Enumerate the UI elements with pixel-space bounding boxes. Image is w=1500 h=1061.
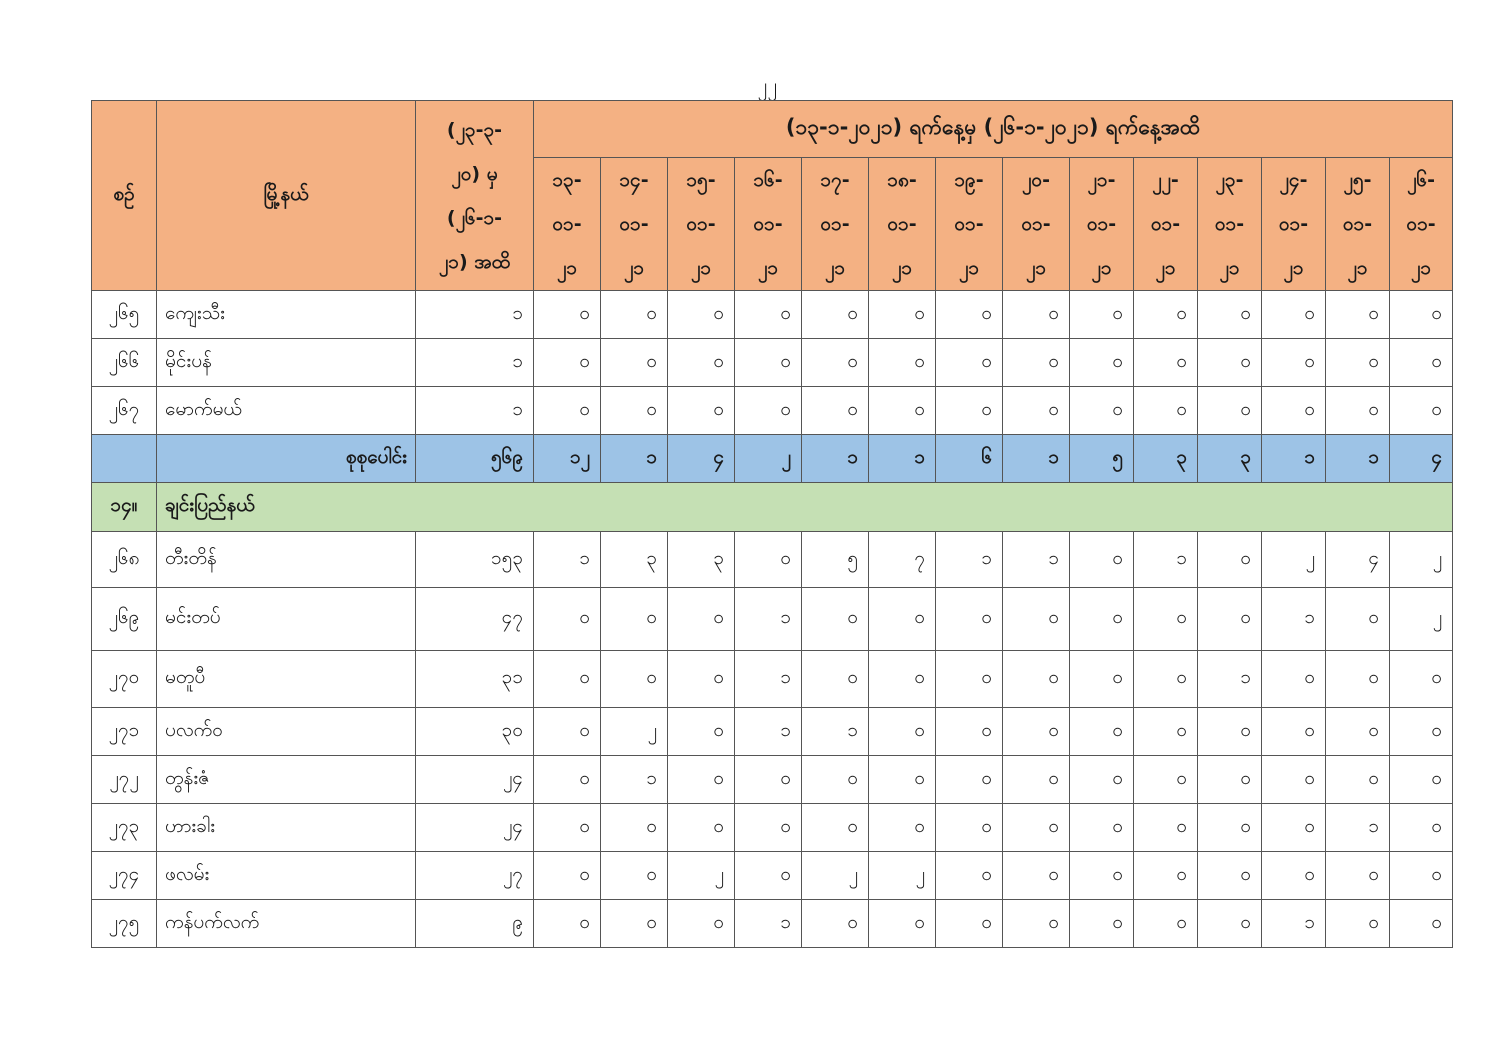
header-date: ၁၅- ၀၁- ၂၁	[668, 158, 735, 291]
daily-value: ၁	[735, 651, 802, 708]
daily-value: ၀	[1134, 900, 1198, 948]
header-date: ၂၃- ၀၁- ၂၁	[1198, 158, 1262, 291]
summary-row	[92, 435, 1453, 483]
township-name: ကန်ပက်လက်	[157, 900, 416, 948]
header-date: ၂၀- ၀၁- ၂၁	[1003, 158, 1070, 291]
summary-label: စုစုပေါင်း	[157, 435, 416, 483]
daily-value: ၀	[735, 291, 802, 339]
daily-value: ၀	[1070, 804, 1134, 852]
daily-value: ၀	[735, 339, 802, 387]
daily-value: ၀	[1326, 588, 1390, 651]
daily-value: ၀	[1198, 900, 1262, 948]
daily-value: ၀	[534, 804, 601, 852]
township-name: မတူပီ	[157, 651, 416, 708]
township-name: တွန်းဇံ	[157, 756, 416, 804]
row-number: ၂၇၂	[92, 756, 157, 804]
summary-value: ၅	[1070, 435, 1134, 483]
daily-value: ၀	[1326, 291, 1390, 339]
daily-value: ၀	[1070, 708, 1134, 756]
township-name: ပလက်ဝ	[157, 708, 416, 756]
header-date: ၁၃- ၀၁- ၂၁	[534, 158, 601, 291]
daily-value: ၀	[1003, 339, 1070, 387]
table-row	[92, 339, 1453, 387]
township-name: မင်းတပ်	[157, 588, 416, 651]
daily-value: ၀	[601, 804, 668, 852]
summary-value: ၃	[1198, 435, 1262, 483]
row-number: ၂၇၄	[92, 852, 157, 900]
daily-value: ၀	[802, 291, 869, 339]
summary-value: ၂	[735, 435, 802, 483]
daily-value: ၀	[1003, 708, 1070, 756]
table-row	[92, 804, 1453, 852]
daily-value: ၀	[1003, 900, 1070, 948]
daily-value: ၀	[1198, 291, 1262, 339]
township-name: ဖလမ်း	[157, 852, 416, 900]
row-number: ၂၆၉	[92, 588, 157, 651]
summary-value: ၄	[668, 435, 735, 483]
daily-value: ၀	[1326, 339, 1390, 387]
daily-value: ၀	[534, 588, 601, 651]
header-date-range-group: (၁၃-၁-၂၀၂၁) ရက်နေ့မှ (၂၆-၁-၂၀၂၁) ရက်နေ့အထိ	[534, 101, 1453, 158]
daily-value: ၀	[601, 588, 668, 651]
row-number: ၂၆၇	[92, 387, 157, 435]
daily-value: ၀	[802, 387, 869, 435]
daily-value: ၀	[1003, 588, 1070, 651]
daily-value: ၀	[1390, 852, 1453, 900]
daily-value: ၃	[601, 532, 668, 588]
daily-value: ၀	[936, 852, 1003, 900]
daily-value: ၀	[1262, 387, 1326, 435]
daily-value: ၀	[1390, 291, 1453, 339]
daily-value: ၁	[1134, 532, 1198, 588]
daily-value: ၀	[1262, 291, 1326, 339]
daily-value: ၀	[1070, 852, 1134, 900]
daily-value: ၀	[1262, 756, 1326, 804]
daily-value: ၀	[1326, 387, 1390, 435]
daily-value: ၀	[1070, 588, 1134, 651]
daily-value: ၀	[601, 339, 668, 387]
daily-value: ၀	[1134, 651, 1198, 708]
daily-value: ၀	[1390, 651, 1453, 708]
daily-value: ၀	[1003, 387, 1070, 435]
daily-value: ၀	[1003, 651, 1070, 708]
daily-value: ၀	[1198, 532, 1262, 588]
daily-value: ၀	[1134, 708, 1198, 756]
daily-value: ၀	[1326, 852, 1390, 900]
table-row	[92, 708, 1453, 756]
daily-value: ၀	[1003, 804, 1070, 852]
header-date: ၂၄- ၀၁- ၂၁	[1262, 158, 1326, 291]
daily-value: ၀	[1198, 588, 1262, 651]
daily-value: ၀	[936, 588, 1003, 651]
daily-value: ၁	[534, 532, 601, 588]
page-number: ၂၂	[757, 73, 778, 97]
daily-value: ၀	[869, 387, 936, 435]
daily-value: ၀	[1198, 852, 1262, 900]
header-date: ၂၆- ၀၁- ၂၁	[1390, 158, 1453, 291]
daily-value: ၀	[1070, 387, 1134, 435]
daily-value: ၂	[1390, 588, 1453, 651]
daily-value: ၀	[601, 900, 668, 948]
summary-value: ၁	[1003, 435, 1070, 483]
daily-value: ၀	[802, 804, 869, 852]
daily-value: ၀	[1134, 339, 1198, 387]
daily-value: ၀	[668, 900, 735, 948]
daily-value: ၀	[1003, 852, 1070, 900]
township-name: မိုင်းပန်	[157, 339, 416, 387]
table-row	[92, 852, 1453, 900]
section-title: ချင်းပြည်နယ်	[157, 483, 1453, 532]
summary-value: ၆	[936, 435, 1003, 483]
daily-value: ၀	[1070, 532, 1134, 588]
daily-value: ၀	[601, 651, 668, 708]
daily-value: ၀	[534, 339, 601, 387]
daily-value: ၀	[1326, 708, 1390, 756]
daily-value: ၀	[936, 339, 1003, 387]
daily-value: ၀	[936, 291, 1003, 339]
township-name: ကျေးသီး	[157, 291, 416, 339]
daily-value: ၁	[1262, 588, 1326, 651]
daily-value: ၁	[1262, 900, 1326, 948]
daily-value: ၀	[534, 756, 601, 804]
daily-value: ၀	[668, 756, 735, 804]
daily-value: ၀	[936, 708, 1003, 756]
daily-value: ၀	[802, 756, 869, 804]
daily-value: ၂	[1390, 532, 1453, 588]
daily-value: ၀	[735, 852, 802, 900]
row-number: ၂၆၈	[92, 532, 157, 588]
daily-value: ၀	[1134, 588, 1198, 651]
table-row	[92, 532, 1453, 588]
table-row	[92, 291, 1453, 339]
daily-value: ၀	[1198, 804, 1262, 852]
row-total: ၉	[416, 900, 534, 948]
daily-value: ၀	[1326, 900, 1390, 948]
daily-value: ၀	[1070, 339, 1134, 387]
header-date: ၁၇- ၀၁- ၂၁	[802, 158, 869, 291]
daily-value: ၂	[601, 708, 668, 756]
daily-value: ၀	[1390, 804, 1453, 852]
row-total: ၂၄	[416, 804, 534, 852]
daily-value: ၀	[735, 756, 802, 804]
header-no: စဉ်	[92, 101, 157, 291]
daily-value: ၀	[1070, 651, 1134, 708]
header-total-range: (၂၃-၃- ၂၀) မှ (၂၆-၁- ၂၁) အထိ	[416, 101, 534, 291]
daily-value: ၀	[1390, 387, 1453, 435]
daily-value: ၀	[1390, 339, 1453, 387]
daily-value: ၀	[601, 387, 668, 435]
row-number: ၂၆၆	[92, 339, 157, 387]
daily-value: ၀	[668, 387, 735, 435]
daily-value: ၁	[1003, 532, 1070, 588]
daily-value: ၀	[668, 708, 735, 756]
header-date: ၁၈- ၀၁- ၂၁	[869, 158, 936, 291]
row-total: ၃၁	[416, 651, 534, 708]
table-row	[92, 756, 1453, 804]
daily-value: ၅	[802, 532, 869, 588]
daily-value: ၀	[1070, 900, 1134, 948]
daily-value: ၀	[1390, 708, 1453, 756]
section-number: ၁၄။	[92, 483, 157, 532]
daily-value: ၀	[1134, 756, 1198, 804]
daily-value: ၀	[802, 339, 869, 387]
header-date: ၁၉- ၀၁- ၂၁	[936, 158, 1003, 291]
daily-value: ၀	[869, 708, 936, 756]
daily-value: ၀	[869, 804, 936, 852]
table-row	[92, 387, 1453, 435]
table-row	[92, 588, 1453, 651]
daily-value: ၀	[1198, 708, 1262, 756]
row-number: ၂၇၁	[92, 708, 157, 756]
daily-value: ၀	[735, 532, 802, 588]
table-header	[92, 101, 1453, 291]
summary-blank	[92, 435, 157, 483]
daily-value: ၀	[1134, 804, 1198, 852]
daily-value: ၁	[601, 756, 668, 804]
township-name: ဟားခါး	[157, 804, 416, 852]
daily-value: ၀	[1198, 387, 1262, 435]
summary-value: ၁	[1326, 435, 1390, 483]
daily-value: ၀	[1390, 756, 1453, 804]
daily-value: ၀	[735, 387, 802, 435]
daily-value: ၀	[869, 291, 936, 339]
summary-value: ၄	[1390, 435, 1453, 483]
daily-value: ၀	[1134, 291, 1198, 339]
daily-value: ၀	[1003, 291, 1070, 339]
table-row	[92, 900, 1453, 948]
daily-value: ၁	[735, 588, 802, 651]
daily-value: ၀	[1390, 900, 1453, 948]
summary-total: ၅၆၉	[416, 435, 534, 483]
summary-value: ၃	[1134, 435, 1198, 483]
daily-value: ၀	[1198, 339, 1262, 387]
daily-value: ၀	[1198, 756, 1262, 804]
daily-value: ၀	[1262, 651, 1326, 708]
daily-value: ၀	[802, 588, 869, 651]
header-township: မြို့နယ်	[157, 101, 416, 291]
summary-value: ၁၂	[534, 435, 601, 483]
summary-value: ၁	[802, 435, 869, 483]
daily-value: ၂	[668, 852, 735, 900]
daily-value: ၀	[936, 804, 1003, 852]
daily-value: ၇	[869, 532, 936, 588]
summary-value: ၁	[869, 435, 936, 483]
daily-value: ၀	[869, 651, 936, 708]
daily-value: ၀	[534, 651, 601, 708]
header-date: ၁၆- ၀၁- ၂၁	[735, 158, 802, 291]
summary-value: ၁	[1262, 435, 1326, 483]
row-total: ၁	[416, 291, 534, 339]
daily-value: ၀	[802, 651, 869, 708]
daily-value: ၀	[668, 651, 735, 708]
daily-value: ၀	[668, 291, 735, 339]
daily-value: ၀	[869, 588, 936, 651]
daily-value: ၀	[936, 756, 1003, 804]
daily-value: ၀	[936, 651, 1003, 708]
daily-value: ၀	[1326, 756, 1390, 804]
header-date: ၁၄- ၀၁- ၂၁	[601, 158, 668, 291]
daily-value: ၄	[1326, 532, 1390, 588]
row-number: ၂၇၀	[92, 651, 157, 708]
daily-value: ၀	[534, 852, 601, 900]
daily-value: ၀	[534, 900, 601, 948]
daily-value: ၂	[1262, 532, 1326, 588]
daily-value: ၁	[735, 708, 802, 756]
row-total: ၂၄	[416, 756, 534, 804]
daily-value: ၀	[869, 339, 936, 387]
daily-value: ၀	[869, 756, 936, 804]
table-row	[92, 651, 1453, 708]
daily-value: ၀	[601, 291, 668, 339]
daily-value: ၀	[936, 900, 1003, 948]
row-total: ၄၇	[416, 588, 534, 651]
header-date: ၂၂- ၀၁- ၂၁	[1134, 158, 1198, 291]
daily-value: ၀	[534, 291, 601, 339]
daily-value: ၂	[802, 852, 869, 900]
row-total: ၂၇	[416, 852, 534, 900]
daily-value: ၀	[1003, 756, 1070, 804]
daily-value: ၀	[668, 339, 735, 387]
daily-value: ၀	[601, 852, 668, 900]
header-date: ၂၅- ၀၁- ၂၁	[1326, 158, 1390, 291]
summary-value: ၁	[601, 435, 668, 483]
row-number: ၂၇၃	[92, 804, 157, 852]
daily-value: ၀	[869, 900, 936, 948]
row-number: ၂၆၅	[92, 291, 157, 339]
daily-value: ၃	[668, 532, 735, 588]
daily-value: ၁	[802, 708, 869, 756]
daily-value: ၁	[1198, 651, 1262, 708]
daily-value: ၂	[869, 852, 936, 900]
daily-value: ၀	[1134, 852, 1198, 900]
row-total: ၁၅၃	[416, 532, 534, 588]
daily-value: ၀	[735, 804, 802, 852]
daily-value: ၀	[1262, 339, 1326, 387]
daily-value: ၀	[936, 387, 1003, 435]
row-total: ၁	[416, 339, 534, 387]
daily-value: ၀	[1262, 804, 1326, 852]
daily-value: ၀	[1070, 756, 1134, 804]
daily-value: ၀	[1070, 291, 1134, 339]
daily-value: ၁	[936, 532, 1003, 588]
daily-value: ၀	[668, 588, 735, 651]
daily-value: ၀	[668, 804, 735, 852]
daily-value: ၀	[802, 900, 869, 948]
daily-value: ၀	[1134, 387, 1198, 435]
row-total: ၁	[416, 387, 534, 435]
daily-value: ၀	[534, 708, 601, 756]
daily-value: ၀	[1262, 852, 1326, 900]
daily-value: ၁	[735, 900, 802, 948]
cases-table	[91, 100, 1453, 948]
row-number: ၂၇၅	[92, 900, 157, 948]
daily-value: ၁	[1326, 804, 1390, 852]
daily-value: ၀	[534, 387, 601, 435]
header-date: ၂၁- ၀၁- ၂၁	[1070, 158, 1134, 291]
daily-value: ၀	[1262, 708, 1326, 756]
township-name: တီးတိန်	[157, 532, 416, 588]
row-total: ၃၀	[416, 708, 534, 756]
township-name: မောက်မယ်	[157, 387, 416, 435]
daily-value: ၀	[1326, 651, 1390, 708]
section-row	[92, 483, 1453, 532]
